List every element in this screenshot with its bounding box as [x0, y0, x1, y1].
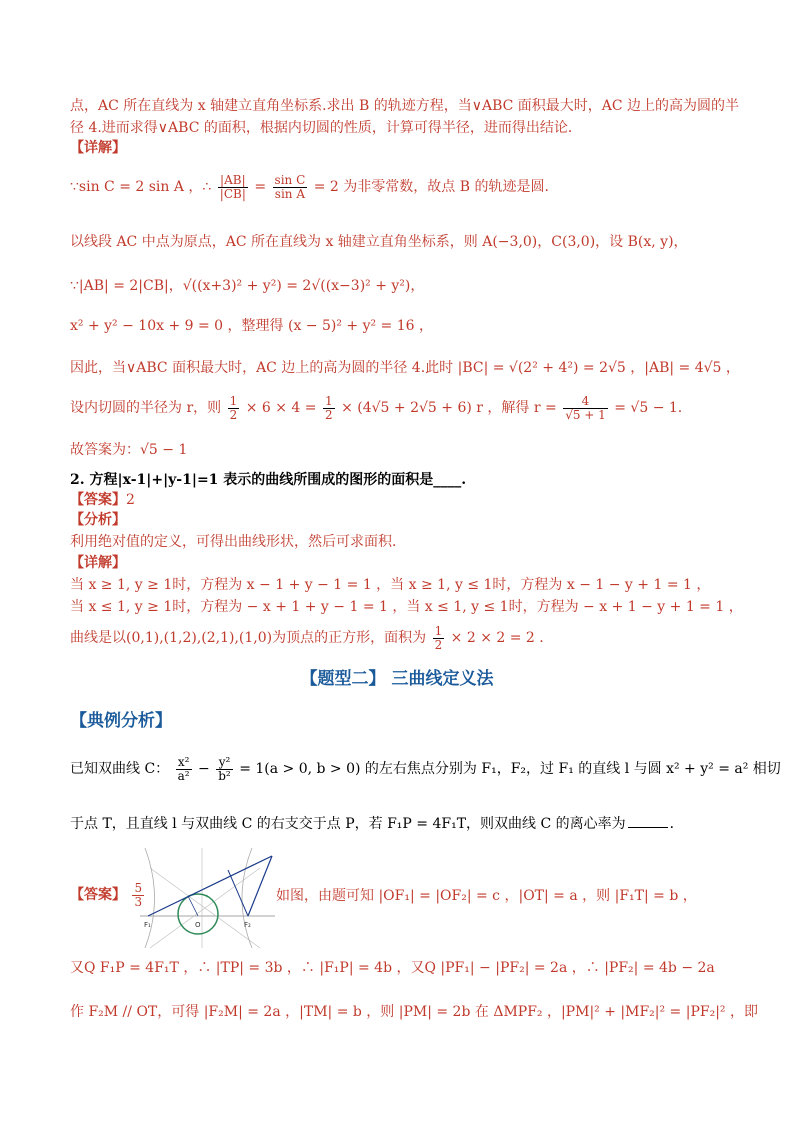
p1-fraction-ab-cb	[218, 174, 248, 201]
hyperbola-left-branch	[145, 848, 155, 948]
ex-f1-den: a²	[177, 768, 190, 783]
p6-f2-num: 1	[324, 393, 333, 408]
p1-frac2-num: sin C	[274, 172, 306, 187]
ex-frac-y	[216, 756, 233, 783]
section-title: 【题型二】 三曲线定义法	[300, 669, 494, 689]
q2-detail-label: 【详解】	[70, 555, 126, 571]
ex-f1-num: x²	[176, 756, 192, 770]
p1-left: ∵sin C = 2 sin A ，∴	[70, 179, 212, 195]
ex-l2end: ．	[669, 816, 684, 832]
p1-right: = 2 为非零常数，故点 B 的轨迹是圆.	[313, 179, 549, 195]
intro-line-2: 径 4.进而求得∨ABC 的面积，根据内切圆的性质，计算可得半径，进而得出结论．	[70, 120, 582, 136]
solution-line-5: 因此，当∨ABC 面积最大时，AC 边上的高为圆的半径 4.此时 |BC| = √(2² + 4²) = 2√5 ，|AB| = 4√5 ，	[70, 360, 740, 376]
example-answer-row	[70, 880, 146, 910]
p6-f1-num: 1	[229, 393, 238, 408]
solution-line-1	[70, 172, 549, 202]
q2-answer-value: 2	[126, 492, 135, 508]
segment-f2m	[228, 870, 248, 916]
p6-f3-den: √5 + 1	[565, 407, 606, 422]
p6-f1-den: 2	[229, 407, 238, 422]
q2-detail-line-3	[70, 622, 544, 654]
example-solution-line-1: 如图，由题可知 |OF₁| = |OF₂| = c ，|OT| = a ，则 |F₁T| = b ，	[276, 888, 697, 904]
q2-answer-row	[70, 490, 135, 510]
ex-minus: −	[198, 761, 210, 777]
answer-blank	[628, 827, 668, 828]
q2-l3a: 曲线是以(0,1),(1,2),(2,1),(1,0)为顶点的正方形，面积为	[70, 630, 427, 646]
q2-l3b: × 2 × 2 = 2 .	[450, 630, 544, 646]
hyperbola-figure	[140, 848, 275, 948]
solution-line-3: ∵|AB| = 2|CB|，√((x+3)² + y²) = 2√((x−3)² + y²)，	[70, 278, 425, 294]
p6-b: × 6 × 4 =	[245, 400, 317, 416]
p6-frac3	[563, 395, 608, 422]
example-line-2	[70, 814, 684, 834]
p1-frac2-den: sin A	[274, 186, 305, 201]
p6-frac2	[323, 395, 335, 422]
ex-l1b: = 1(a > 0, b > 0) 的左右焦点分别为 F₁，F₂，过 F₁ 的直线 l 与圆 x² + y² = a² 相切	[239, 761, 781, 777]
ex-l2: 于点 T，且直线 l 与双曲线 C 的右支交于点 P，若 F₁P = 4F₁T，则双曲线 C 的离心率为	[70, 816, 626, 832]
q2-l3-den: 2	[434, 637, 443, 652]
intro-line-1: 点，AC 所在直线为 x 轴建立直角坐标系.求出 B 的轨迹方程，当∨ABC 面积最大时，AC 边上的高为圆的半	[70, 98, 740, 114]
solution-line-4: x² + y² − 10x + 9 = 0 ，整理得 (x − 5)² + y² = 16 ，	[70, 318, 433, 334]
p1-frac1-num: |AB|	[218, 174, 248, 188]
hyperbola-right-branch	[242, 848, 252, 948]
final-answer-line: 故答案为：√5 − 1	[70, 442, 188, 458]
q2-analysis-label: 【分析】	[70, 512, 126, 528]
label-f2: F₂	[244, 921, 251, 929]
q2-answer-label: 【答案】	[70, 492, 126, 508]
p1-fraction-sin	[273, 174, 308, 201]
solution-line-6	[70, 392, 682, 424]
p1-eq: =	[254, 179, 267, 195]
ex-frac-x	[176, 756, 192, 783]
ex-ans-den: 3	[134, 894, 143, 909]
example-line-1	[70, 752, 781, 786]
p6-a: 设内切圆的半径为 r，则	[70, 400, 222, 416]
p6-f2-den: 2	[324, 407, 333, 422]
label-o: O	[195, 921, 201, 929]
ex-f2-den: b²	[218, 768, 231, 783]
p6-frac1	[228, 395, 240, 422]
ex-f2-num: y²	[216, 756, 233, 770]
question-2	[70, 470, 466, 490]
q2-detail-line-2: 当 x ≤ 1, y ≥ 1时，方程为 − x + 1 + y − 1 = 1 ，当 x ≤ 1, y ≤ 1时，方程为 − x + 1 − y + 1 = 1 ，	[70, 599, 743, 615]
q2-number: 2.	[70, 472, 85, 488]
ex-ans-num: 5	[134, 880, 143, 895]
p1-frac1-den: |CB|	[219, 186, 246, 201]
q2-l3-num: 1	[434, 623, 443, 638]
p6-f3-num: 4	[563, 395, 608, 409]
segment-pf2	[248, 856, 272, 916]
q2-analysis-text: 利用绝对值的定义，可得出曲线形状，然后可求面积．	[70, 534, 406, 550]
q2-detail-line-1: 当 x ≥ 1, y ≥ 1时，方程为 x − 1 + y − 1 = 1 ，当 x ≥ 1, y ≤ 1时，方程为 x − 1 − y + 1 = 1 ，	[70, 577, 711, 593]
example-solution-line-3: 作 F₂M // OT，可得 |F₂M| = 2a ，|TM| = b ，则 |PM| = 2b 在 ΔMPF₂ ，|PM|² + |MF₂|² = |PF₂|² ，即	[70, 1004, 758, 1020]
example-solution-line-2: 又Q F₁P = 4F₁T ，∴ |TP| = 3b ，∴ |F₁P| = 4b ，又Q |PF₁| − |PF₂| = 2a ，∴ |PF₂| = 4b − 2a	[70, 960, 715, 976]
p6-c: × (4√5 + 2√5 + 6) r ，解得 r =	[341, 400, 557, 416]
label-f1: F₁	[144, 921, 151, 929]
tangent-line	[148, 856, 272, 916]
solution-line-2: 以线段 AC 中点为原点，AC 所在直线为 x 轴建立直角坐标系，则 A(−3,0)，C(3,0)，设 B(x, y)，	[70, 234, 688, 250]
detail-heading: 【详解】	[70, 140, 126, 156]
ex-l1a: 已知双曲线 C：	[70, 761, 170, 777]
ex-answer-label: 【答案】	[70, 887, 126, 903]
p6-d: = √5 − 1.	[614, 400, 683, 416]
q2-half-fraction	[433, 625, 445, 652]
section-subtitle: 【典例分析】	[70, 711, 172, 731]
q2-text: 方程|x-1|+|y-1|=1 表示的曲线所围成的图形的面积是____.	[89, 472, 467, 488]
